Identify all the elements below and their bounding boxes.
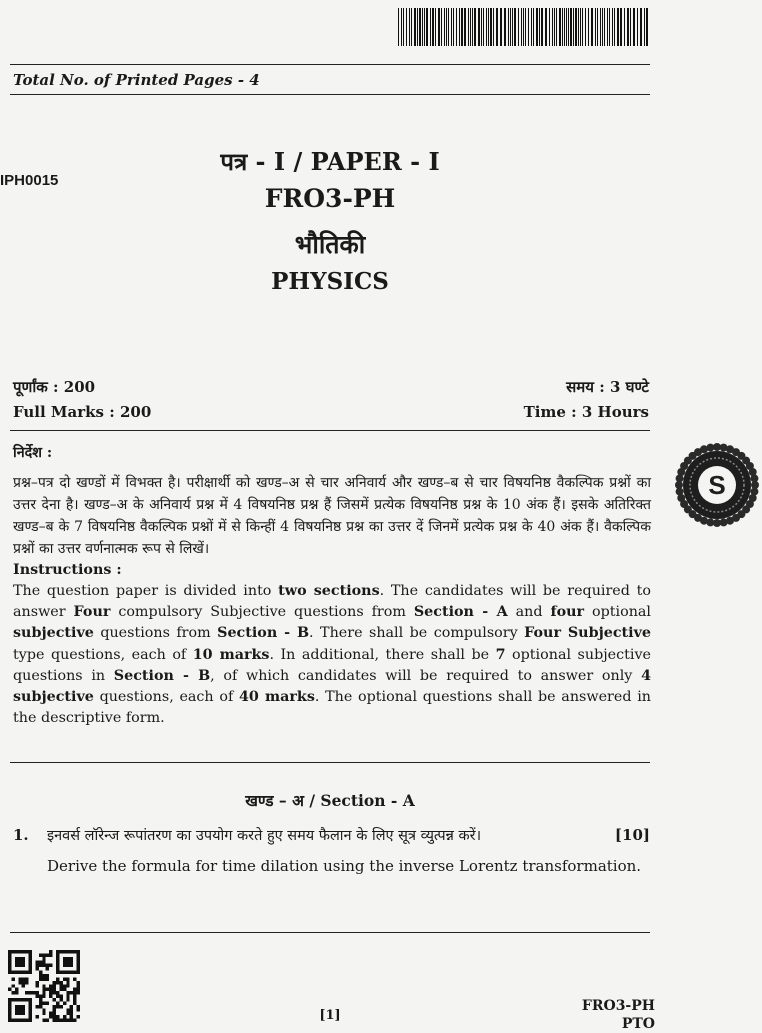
- instructions-hindi-heading: निर्देश :: [13, 445, 53, 461]
- paper-code-id: IPH0015: [0, 172, 59, 189]
- instructions-text: The question paper is divided into two sections. The candidates will be required to answer Four compulsory Subjective questions from Section - A and four optional subjective questions from Section - B. There shall be compulsory Four Subjective type questions, each of 10 marks. In additional, there shall be 7 optional subjective questions in Section - B, of which candidates will be required to answer only 4 subjective questions, each of 40 marks. The optional questions shall be answered in the descriptive form.: [13, 583, 652, 727]
- footer-rule: [10, 932, 650, 933]
- seal-letter: S: [708, 470, 726, 500]
- question-1-english: Derive the formula for time dilation using the inverse Lorentz transformation.: [47, 857, 642, 875]
- instructions-heading: Instructions :: [13, 562, 122, 578]
- footer-code: [582, 997, 655, 1033]
- question-1-number: 1.: [13, 826, 29, 844]
- seal-emblem: [672, 440, 762, 530]
- question-1-marks: [10]: [614, 826, 650, 844]
- header-rule: [10, 64, 650, 65]
- footer-paper-code: FRO3-PH: [581, 998, 655, 1014]
- time-hindi: समय : 3 घण्टे: [566, 378, 649, 396]
- section-a-heading: खण्ड – अ / Section - A: [245, 791, 415, 810]
- paper-title: पत्र - I / PAPER - I: [220, 147, 440, 176]
- time-allowed: Time : 3 Hours: [523, 403, 649, 421]
- paper-code: FRO3-PH: [264, 184, 396, 213]
- instructions-rule: [10, 762, 650, 763]
- subject-title: PHYSICS: [271, 268, 389, 295]
- instructions-hindi-text: प्रश्न–पत्र दो खण्डों में विभक्त है। परीक्षार्थी को खण्ड–अ से चार अनिवार्य और खण्ड–ब से चार विषयनिष्ठ वैकल्पिक प्रश्नों का उत्तर देना है। खण्ड–अ के अनिवार्य प्रश्न में 4 विषयनिष्ठ प्रश्न हैं जिसमें प्रत्येक विषयनिष्ठ प्रश्न के 10 अंक हैं। इसके अतिरिक्त खण्ड–ब के 7 विषयनिष्ठ वैकल्पिक प्रश्नों में से किन्हीं 4 विषयनिष्ठ प्रश्न का उत्तर दें जिनमें प्रत्येक प्रश्न के 40 अंक हैं। वैकल्पिक प्रश्नों का उत्तर वर्णनात्मक रूप से लिखें।: [13, 475, 651, 557]
- printed-pages-note: Total No. of Printed Pages - 4: [13, 71, 260, 89]
- full-marks-hindi: पूर्णांक : 200: [13, 378, 96, 396]
- footer-pto: PTO: [621, 1016, 655, 1032]
- marks-rule: [10, 430, 650, 431]
- barcode: [396, 8, 652, 46]
- page-number: [1]: [319, 1008, 341, 1023]
- question-1-hindi: इनवर्स लॉरेन्ज रूपांतरण का उपयोग करते हुए समय फैलान के लिए सूत्र व्युत्पन्न करें।: [47, 828, 482, 844]
- full-marks: Full Marks : 200: [13, 403, 152, 421]
- subject-hindi: भौतिकी: [294, 230, 366, 259]
- header-rule-2: [10, 94, 650, 95]
